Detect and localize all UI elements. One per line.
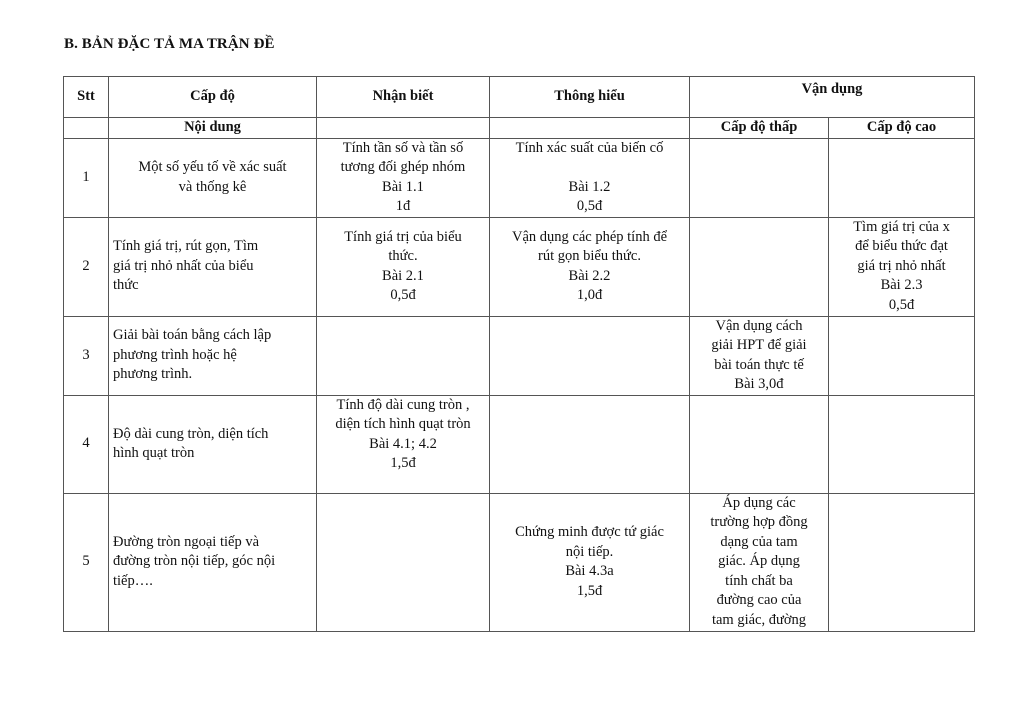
table-row — [64, 395, 975, 493]
cell-stt: 2 — [64, 217, 109, 316]
cell-cap-do-cao — [829, 316, 975, 395]
header-cap-do-cao: Cấp độ cao — [829, 118, 975, 139]
cell-noi-dung: Một số yếu tố về xác suất và thống kê — [109, 138, 317, 217]
cell-nhan-biet — [317, 493, 490, 631]
cell-noi-dung: Độ dài cung tròn, diện tích hình quạt tròn — [109, 395, 317, 493]
header-empty-stt — [64, 118, 109, 139]
table-row — [64, 493, 975, 631]
specification-matrix-table — [63, 76, 975, 632]
cell-cap-do-cao: Tìm giá trị của x để biểu thức đạt giá trị nhỏ nhất Bài 2.3 0,5đ — [829, 217, 975, 316]
cell-cap-do-thap: Vận dụng cách giải HPT để giải bài toán thực tế Bài 3,0đ — [690, 316, 829, 395]
cell-stt: 3 — [64, 316, 109, 395]
header-thong-hieu: Thông hiểu — [490, 77, 690, 118]
cell-thong-hieu — [490, 316, 690, 395]
cell-thong-hieu: Tính xác suất của biến cố Bài 1.2 0,5đ — [490, 138, 690, 217]
cell-thong-hieu: Vận dụng các phép tính để rút gọn biểu thức. Bài 2.2 1,0đ — [490, 217, 690, 316]
cell-nhan-biet: Tính độ dài cung tròn , diện tích hình quạt tròn Bài 4.1; 4.2 1,5đ — [317, 395, 490, 493]
cell-stt: 4 — [64, 395, 109, 493]
cell-cap-do-thap — [690, 217, 829, 316]
table-row — [64, 138, 975, 217]
table-row — [64, 217, 975, 316]
header-empty-thong-hieu — [490, 118, 690, 139]
cell-cap-do-cao — [829, 138, 975, 217]
cell-nhan-biet: Tính giá trị của biểu thức. Bài 2.1 0,5đ — [317, 217, 490, 316]
cell-cap-do-thap: Áp dụng các trường hợp đồng dạng của tam giác. Áp dụng tính chất ba đường cao của tam giác, đường — [690, 493, 829, 631]
header-row-1 — [64, 77, 975, 118]
cell-nhan-biet: Tính tần số và tần số tương đối ghép nhóm Bài 1.1 1đ — [317, 138, 490, 217]
header-van-dung: Vận dụng — [690, 77, 975, 118]
cell-noi-dung: Đường tròn ngoại tiếp và đường tròn nội tiếp, góc nội tiếp…. — [109, 493, 317, 631]
header-noi-dung: Nội dung — [109, 118, 317, 139]
header-cap-do-thap: Cấp độ thấp — [690, 118, 829, 139]
header-stt: Stt — [64, 77, 109, 118]
cell-stt: 1 — [64, 138, 109, 217]
header-nhan-biet: Nhận biết — [317, 77, 490, 118]
cell-noi-dung: Giải bài toán bằng cách lập phương trình hoặc hệ phương trình. — [109, 316, 317, 395]
cell-thong-hieu: Chứng minh được tứ giác nội tiếp. Bài 4.3a 1,5đ — [490, 493, 690, 631]
cell-cap-do-cao — [829, 395, 975, 493]
header-row-2 — [64, 118, 975, 139]
cell-noi-dung: Tính giá trị, rút gọn, Tìm giá trị nhỏ nhất của biểu thức — [109, 217, 317, 316]
cell-stt: 5 — [64, 493, 109, 631]
cell-cap-do-cao — [829, 493, 975, 631]
cell-nhan-biet — [317, 316, 490, 395]
cell-cap-do-thap — [690, 138, 829, 217]
table-row — [64, 316, 975, 395]
cell-cap-do-thap — [690, 395, 829, 493]
cell-thong-hieu — [490, 395, 690, 493]
header-empty-nhan-biet — [317, 118, 490, 139]
header-cap-do: Cấp độ — [109, 77, 317, 118]
document-title: B. BẢN ĐẶC TẢ MA TRẬN ĐỀ — [64, 36, 275, 52]
